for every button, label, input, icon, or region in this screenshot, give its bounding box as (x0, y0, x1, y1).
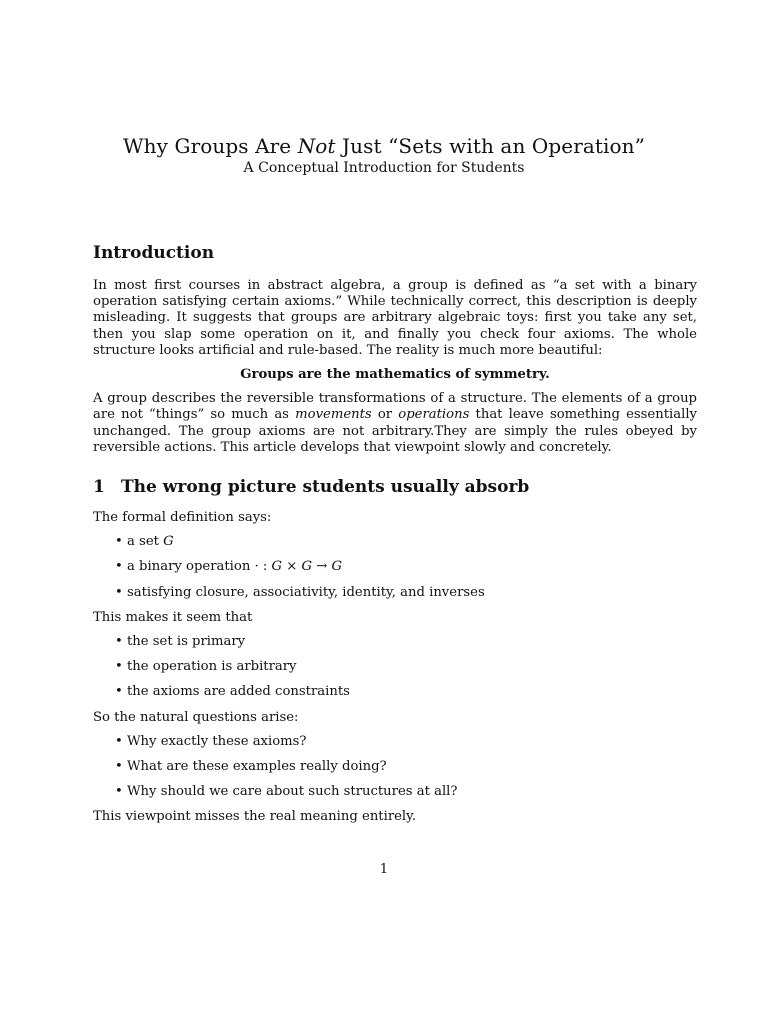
list-item (93, 659, 697, 675)
page-number: 1 (379, 862, 389, 877)
formal-definition-list (93, 534, 697, 601)
bullet-icon: • (115, 784, 123, 800)
p2-emphasis-operations: operations (398, 407, 470, 423)
document-body (93, 242, 697, 834)
p2-text-c: that leave something essentially unchanged. The group axioms are not arbitrary.They are simply the rules obeyed by reversible actions. This article develops that viewpoint slowly and concretely. (93, 407, 697, 455)
list-item (93, 634, 697, 650)
paper-title (0, 133, 768, 159)
title-block (0, 133, 768, 177)
p2-text-b: or (371, 407, 399, 423)
questions-intro: So the natural questions arise: (93, 709, 299, 725)
list-item-text: the operation is arbitrary (127, 659, 297, 675)
list-item (93, 784, 697, 800)
title-part-1: Why Groups Are (123, 134, 298, 158)
list-item (93, 534, 697, 550)
list-item (93, 759, 697, 775)
bullet-icon: • (115, 659, 123, 675)
bullet-icon: • (115, 759, 123, 775)
formal-definition-intro: The formal definition says: (93, 510, 272, 526)
math-symbol-g: G (163, 534, 174, 550)
p2-emphasis-movements: movements (295, 407, 372, 423)
bullet-icon: • (115, 733, 123, 749)
list-item (93, 684, 697, 700)
section-1-heading (93, 476, 697, 498)
title-part-2: Just “Sets with an Operation” (335, 134, 645, 158)
bullet-icon: • (115, 534, 123, 550)
introduction-paragraph-1: In most first courses in abstract algebra, a group is defined as “a set with a binary operation satisfying certain axioms.” While technically correct, this description is deeply misleading. It suggests that groups are arbitrary algebraic toys: first you take any set, then you slap some operation on it, and finally you check four axioms. The whole structure looks artificial and rule-based. The reality is much more beautiful: (93, 278, 697, 358)
math-operation-signature: G × G → G (271, 559, 343, 575)
questions-list (93, 734, 697, 801)
list-item-text: the set is primary (127, 634, 246, 650)
paper-subtitle: A Conceptual Introduction for Students (243, 160, 525, 176)
list-item-text: satisfying closure, associativity, identity, and inverses (127, 584, 485, 600)
bullet-icon: • (115, 684, 123, 700)
list-item-text: a binary operation · : (127, 559, 272, 575)
list-item (93, 734, 697, 750)
key-statement: Groups are the mathematics of symmetry. (240, 367, 550, 383)
bullet-icon: • (115, 634, 123, 650)
seem-list (93, 634, 697, 701)
closing-sentence: This viewpoint misses the real meaning entirely. (93, 809, 417, 825)
section-title: The wrong picture students usually absorb (121, 477, 530, 498)
list-item-text: Why should we care about such structures at all? (127, 784, 458, 800)
list-item-text: What are these examples really doing? (127, 759, 387, 775)
list-item-text: Why exactly these axioms? (127, 733, 307, 749)
list-item-text: the axioms are added constraints (127, 684, 350, 700)
list-item (93, 559, 697, 575)
p2-text-a: A group describes the reversible transformations of a structure. The elements of a group are not “things” so much as (93, 391, 697, 423)
list-item-text: a set (127, 534, 164, 550)
introduction-heading: Introduction (93, 243, 215, 263)
introduction-paragraph-2 (93, 391, 697, 456)
seem-intro: This makes it seem that (93, 609, 253, 625)
bullet-icon: • (115, 584, 123, 600)
section-number: 1 (93, 477, 105, 498)
list-item (93, 585, 697, 601)
bullet-icon: • (115, 559, 123, 575)
title-emphasis: Not (297, 134, 336, 158)
